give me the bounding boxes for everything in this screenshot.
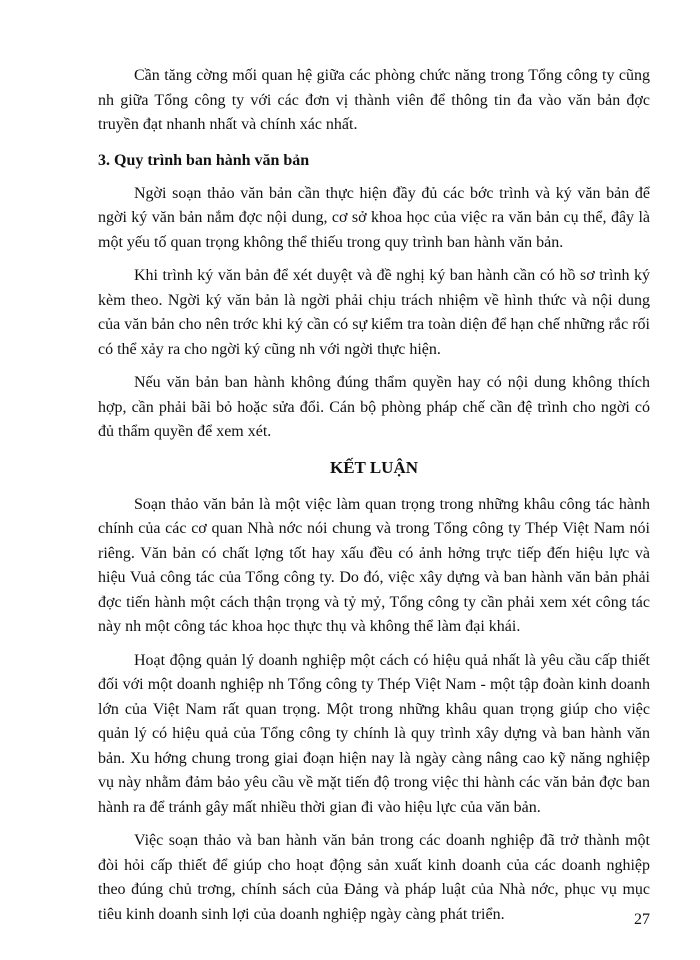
paragraph-signing-dossier: Khi trình ký văn bản để xét duyệt và đề nghị ký ban hành cần có hồ sơ trình ký kèm theo. Ngời ký văn bản là ngời phải chịu trách nhiệm về hình thức và nội dung của văn bản cho nên trớc khi ký cần có sự kiểm tra toàn diện để hạn chế những rắc rối có thể xảy ra cho ngời ký cũng nh với ngời thực hiện. bbox=[98, 267, 650, 358]
paragraph-conclusion-management: Hoạt động quản lý doanh nghiệp một cách có hiệu quả nhất là yêu cầu cấp thiết đối với một doanh nghiệp nh Tổng công ty Thép Việt Nam - một tập đoàn kinh doanh lớn của Việt Nam rất quan trọng. Một trong những khâu quan trọng giúp cho việc quản lý có hiệu quả của Tổng công ty chính là quy trình xây dựng và ban hành văn bản. Xu hớng chung trong giai đoạn hiện nay là ngày càng nâng cao kỹ năng nghiệp vụ này nhằm đảm bảo yêu cầu về mặt tiến độ trong việc thi hành các văn bản đợc ban hành ra để tránh gây mất nhiều thời gian đi vào hiệu lực của văn bản. bbox=[98, 651, 650, 816]
section-heading-issuance-process: 3. Quy trình ban hành văn bản bbox=[98, 151, 310, 169]
conclusion-title: KẾT LUẬN bbox=[329, 457, 418, 477]
paragraph-authority-review: Nếu văn bản ban hành không đúng thẩm quyền hay có nội dung không thích hợp, cần phải bãi bỏ hoặc sửa đổi. Cán bộ phòng pháp chế cần đệ trình cho ngời có đủ thẩm quyền để xem xét. bbox=[98, 374, 650, 440]
paragraph-communication: Cần tăng cờng mối quan hệ giữa các phòng chức năng trong Tổng công ty cũng nh giữa Tổng công ty với các đơn vị thành viên để thông tin đa vào văn bản đợc truyền đạt nhanh nhất và chính xác nhất. bbox=[98, 67, 650, 133]
paragraph-drafter-procedure: Ngời soạn thảo văn bản cần thực hiện đầy đủ các bớc trình và ký văn bản để ngời ký văn bản nắm đợc nội dung, cơ sở khoa học của việc ra văn bản cụ thể, đây là một yếu tố quan trọng không thể thiếu trong quy trình ban hành văn bản. bbox=[98, 184, 650, 251]
document-page bbox=[98, 64, 650, 927]
paragraph-conclusion-importance: Soạn thảo văn bản là một việc làm quan trọng trong những khâu công tác hành chính của các cơ quan Nhà nớc nói chung và trong Tổng công ty Thép Việt Nam nói riêng. Văn bản có chất lợng tốt hay xấu đều có ảnh hởng trực tiếp đến hiệu lực và hiệu Vuả công tác của Tổng công ty. Do đó, việc xây dựng và ban hành văn bản phải đợc tiến hành một cách thận trọng và tỷ mỷ, Tổng công ty cần phải xem xét công tác này nh một công tác khoa học thực thụ và không thể làm đại khái. bbox=[98, 495, 650, 635]
paragraph-conclusion-requirement: Việc soạn thảo và ban hành văn bản trong các doanh nghiệp đã trở thành một đòi hỏi cấp thiết để giúp cho hoạt động sản xuất kinh doanh của các doanh nghiệp theo đúng chủ trơng, chính sách của Đảng và pháp luật của Nhà nớc, phục vụ mục tiêu kinh doanh sinh lợi của doanh nghiệp ngày càng phát triển. bbox=[98, 832, 650, 923]
page-number: 27 bbox=[634, 911, 650, 928]
